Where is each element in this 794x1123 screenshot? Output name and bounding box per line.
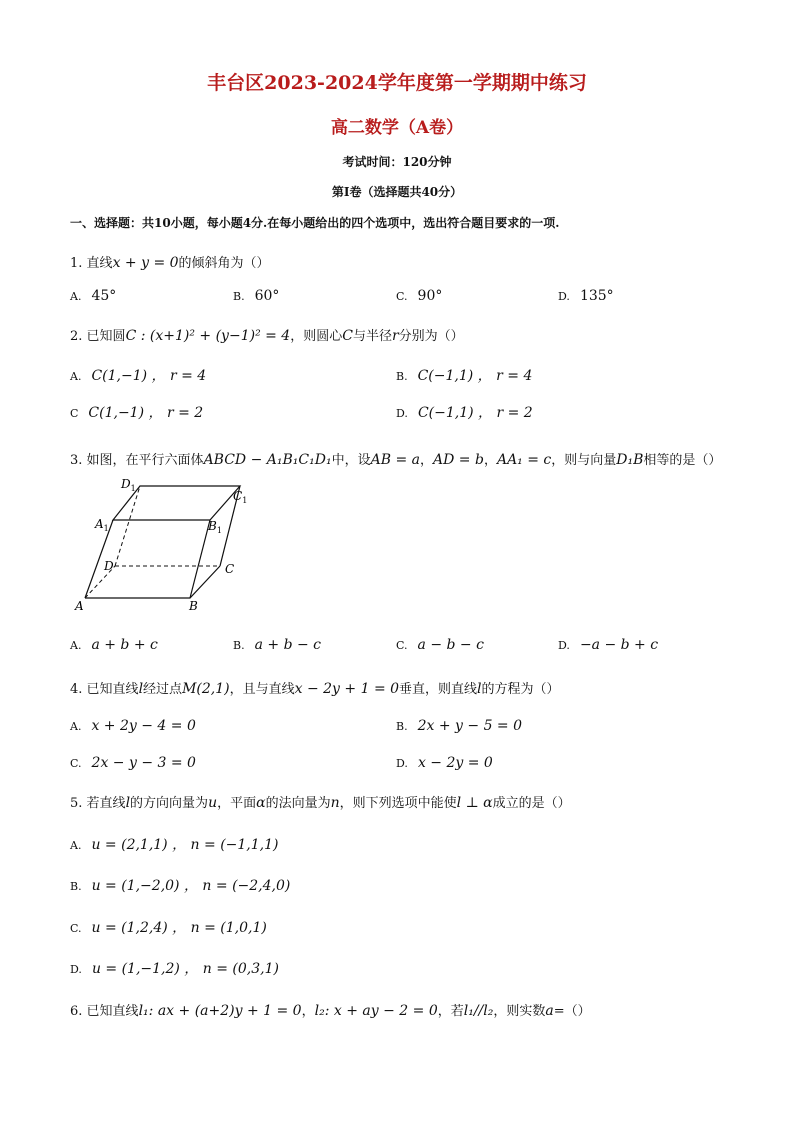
option-label: B.: [396, 720, 408, 733]
vertex-d: D: [104, 559, 114, 573]
question-text: 分别为（）: [398, 329, 464, 344]
option-label: A.: [70, 720, 82, 733]
question-number: 2.: [70, 329, 83, 344]
option-label: C.: [396, 639, 408, 652]
question-text: 直线: [86, 256, 113, 271]
math-expression: x − 2y + 1 = 0: [294, 681, 400, 697]
question-text: 的法向量为: [265, 796, 331, 811]
math-symbol: r: [391, 328, 399, 344]
option-label: B.: [396, 370, 408, 383]
option-text: a + b + c: [91, 637, 158, 653]
option-label: D.: [396, 757, 408, 770]
option-b[interactable]: [233, 637, 321, 653]
math-expression: M(2,1): [182, 681, 230, 697]
edge-dd1-hidden: [115, 486, 140, 566]
vector-d1b: D₁B: [616, 452, 644, 468]
math-expression: x + y = 0: [112, 255, 179, 271]
option-label: A.: [70, 290, 82, 303]
vertex-a1: $A_1$: [95, 517, 109, 533]
edge-bb1: [190, 520, 210, 598]
exam-time: 考试时间：120分钟: [342, 155, 452, 169]
question-text: 相等的是（）: [643, 453, 722, 468]
option-d[interactable]: [558, 637, 658, 653]
option-label: C.: [70, 757, 82, 770]
option-c[interactable]: [396, 637, 484, 653]
math-symbol: l: [138, 681, 144, 697]
option-label: A.: [70, 639, 82, 652]
option-text: u = (2,1,1) ， n = (−1,1,1): [91, 837, 279, 853]
option-a[interactable]: [70, 288, 116, 304]
option-text: u = (1,2,4) ， n = (1,0,1): [91, 920, 267, 936]
option-text: −a − b + c: [579, 637, 659, 653]
math-expression: C : (x+1)² + (y−1)² = 4: [125, 328, 291, 344]
math-expression: l ⊥ α: [456, 795, 493, 811]
option-text: 2x − y − 3 = 0: [91, 755, 196, 771]
option-d[interactable]: [396, 755, 493, 771]
option-label: B.: [233, 639, 245, 652]
question-number: 4.: [70, 682, 83, 697]
option-label: D.: [396, 407, 408, 420]
question-number: 1.: [70, 256, 83, 271]
question-text: 的方向向量为: [130, 796, 209, 811]
question-text: 已知直线: [86, 682, 139, 697]
option-label: C.: [396, 290, 408, 303]
question-text: 的方程为（）: [481, 682, 560, 697]
option-text: C(−1,1) ， r = 4: [417, 368, 533, 384]
math-symbol: l: [477, 681, 482, 697]
option-label: A.: [70, 839, 82, 852]
option-label: C.: [70, 922, 82, 935]
question-text: 与半径: [352, 329, 392, 344]
question-text: ，则下列选项中能使: [339, 796, 457, 811]
option-d[interactable]: [396, 402, 533, 422]
option-text: x − 2y = 0: [417, 755, 493, 771]
option-text: 45°: [91, 288, 117, 304]
question-text: 已知圆: [86, 329, 126, 344]
question-text: 成立的是（）: [492, 796, 571, 811]
vector-n: n: [330, 795, 340, 811]
math-expression: l₁: ax + (a+2)y + 1 = 0: [138, 1003, 302, 1019]
vertex-c1: $C_1$: [233, 489, 248, 505]
option-label: D.: [70, 963, 82, 976]
section-instructions: 一、选择题：共10小题，每小题4分.在每小题给出的四个选项中，选出符合题目要求的一项.: [70, 216, 560, 230]
question-text: =（）: [553, 1004, 591, 1019]
vertex-a: A: [75, 599, 84, 613]
option-b[interactable]: [396, 718, 522, 734]
option-d[interactable]: [70, 958, 279, 978]
option-c[interactable]: [70, 917, 267, 937]
option-label: B.: [233, 290, 245, 303]
option-text: C(−1,1) ， r = 2: [417, 405, 533, 421]
question-text: ，: [301, 1004, 315, 1019]
question-2: [70, 325, 464, 344]
option-text: x + 2y − 4 = 0: [91, 718, 196, 734]
vector-aa1: AA₁ = c: [496, 452, 552, 468]
math-symbol: α: [256, 795, 266, 811]
exam-title: 丰台区2023-2024学年度第一学期期中练习: [207, 72, 587, 94]
question-text: ，若: [437, 1004, 464, 1019]
question-3: 3. 如图，在平行六面体ABCD − A₁B₁C₁D₁中，设AB = a，AD = b，AA₁ = c，则与向量D₁B相等的是（）: [70, 452, 722, 468]
question-number: 5.: [70, 796, 83, 811]
option-a[interactable]: [70, 365, 206, 385]
question-text: 如图，在平行六面体: [86, 453, 204, 468]
question-text: 已知直线: [86, 1004, 139, 1019]
question-text: ，平面: [217, 796, 257, 811]
math-expression: l₂: x + ay − 2 = 0: [314, 1003, 438, 1019]
option-text: 135°: [579, 288, 614, 304]
question-text: 的倾斜角为（）: [178, 256, 270, 271]
vertex-b: B: [189, 599, 198, 613]
option-text: C(1,−1) ， r = 4: [91, 368, 207, 384]
option-a[interactable]: [70, 834, 278, 854]
option-a[interactable]: [70, 718, 196, 734]
option-c[interactable]: [70, 402, 203, 422]
math-symbol: C: [342, 328, 353, 344]
option-d[interactable]: [558, 288, 614, 304]
vertex-b1: $B_1$: [208, 519, 222, 535]
parallelepiped-figure: [75, 477, 248, 618]
vector-ad: AD = b: [433, 452, 484, 468]
option-c[interactable]: [396, 288, 442, 304]
vector-ab: AB = a: [370, 452, 420, 468]
question-text: ，则实数: [493, 1004, 546, 1019]
exam-subtitle: 高二数学（A卷）: [330, 118, 464, 138]
math-symbol: l: [125, 795, 131, 811]
vertex-c: C: [225, 562, 235, 576]
option-text: 2x + y − 5 = 0: [417, 718, 523, 734]
option-text: 90°: [417, 288, 443, 304]
option-text: u = (1,−2,0) ， n = (−2,4,0): [91, 878, 291, 894]
question-6: [70, 1000, 591, 1019]
option-text: a + b − c: [254, 637, 322, 653]
option-label: C: [70, 407, 79, 420]
section-heading: 第Ⅰ卷（选择题共40分）: [331, 185, 463, 199]
math-expression: l₁//l₂: [463, 1003, 494, 1019]
question-text: 若直线: [86, 796, 126, 811]
option-c[interactable]: [70, 755, 196, 771]
option-a[interactable]: [70, 637, 158, 653]
vertex-d1: $D_1$: [121, 477, 136, 493]
option-text: 60°: [254, 288, 280, 304]
question-5: [70, 792, 571, 811]
question-text: 垂直，则直线: [399, 682, 478, 697]
option-b[interactable]: [396, 365, 532, 385]
question-text: ，则圆心: [290, 329, 343, 344]
question-number: 6.: [70, 1004, 83, 1019]
question-text: ，则与向量: [551, 453, 617, 468]
math-expression: ABCD − A₁B₁C₁D₁: [203, 452, 332, 468]
math-symbol: a: [545, 1003, 554, 1019]
question-number: 3.: [70, 453, 83, 468]
option-label: A.: [70, 370, 82, 383]
option-label: B.: [70, 880, 82, 893]
question-text: ，且与直线: [229, 682, 295, 697]
option-label: D.: [558, 290, 570, 303]
question-text: 中，设: [331, 453, 371, 468]
question-4: [70, 678, 560, 697]
option-text: C(1,−1) ， r = 2: [88, 405, 204, 421]
question-text: 经过点: [143, 682, 183, 697]
vector-u: u: [208, 795, 218, 811]
option-label: D.: [558, 639, 570, 652]
question-1: [70, 252, 270, 271]
option-b[interactable]: [233, 288, 279, 304]
option-b[interactable]: [70, 875, 290, 895]
option-text: a − b − c: [417, 637, 484, 653]
option-text: u = (1,−1,2) ， n = (0,3,1): [91, 961, 279, 977]
